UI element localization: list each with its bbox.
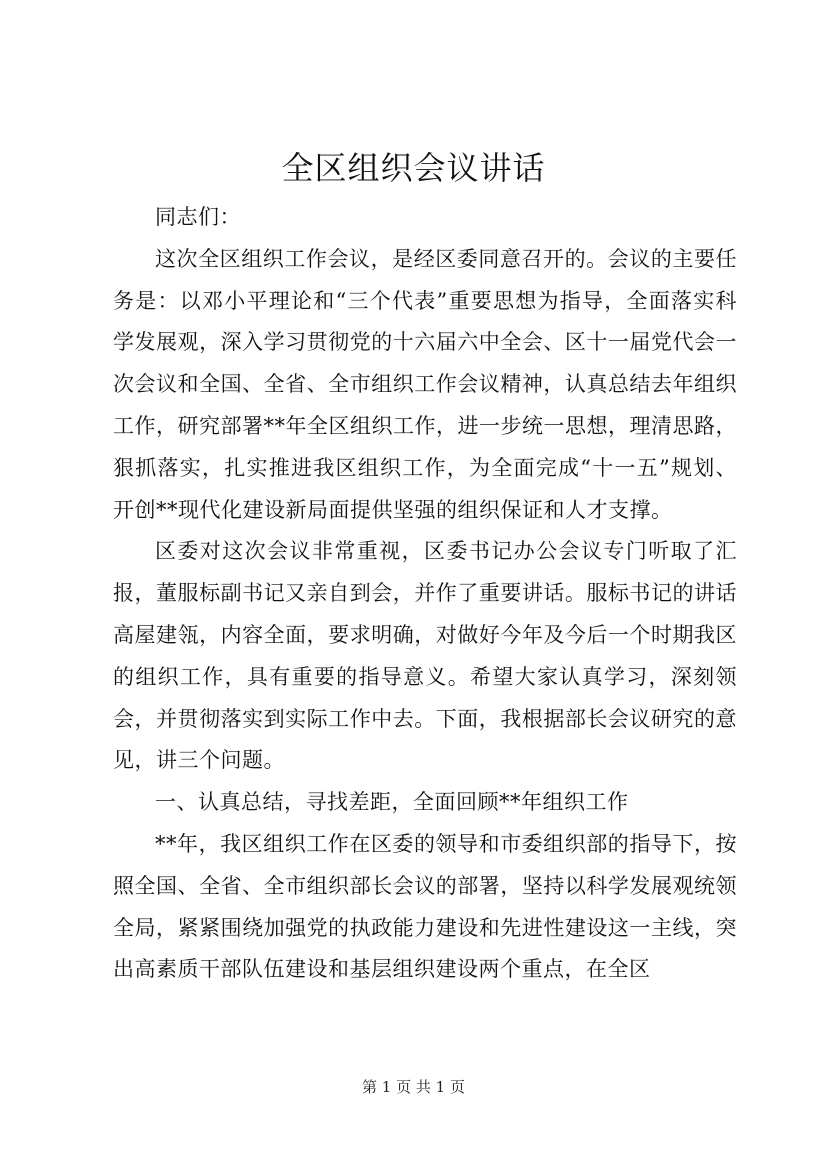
section-heading: 一、认真总结，寻找差距，全面回顾**年组织工作: [155, 790, 629, 815]
document-body: [113, 197, 737, 991]
body-paragraph: 区委对这次会议非常重视，区委书记办公会议专门听取了汇报，董服标副书记又亲自到会，并作了重要讲话。服标书记的讲话高屋建瓴，内容全面，要求明确，对做好今年及今后一个时期我区的组织工作，具有重要的指导意义。希望大家认真学习，深刻领会，并贯彻落实到实际工作中去。下面，我根据部长会议研究的意见，讲三个问题。: [113, 539, 737, 773]
document-title: 全区组织会议讲话: [281, 149, 546, 187]
body-paragraph: **年，我区组织工作在区委的领导和市委组织部的指导下，按照全国、全省、全市组织部长会议的部署，坚持以科学发展观统领全局，紧紧围绕加强党的执政能力建设和先进性建设这一主线，突出高素质干部队伍建设和基层组织建设两个重点，在全区: [113, 831, 737, 982]
page-footer: 第 1 页 共 1 页: [362, 1078, 465, 1096]
body-paragraph: 这次全区组织工作会议，是经区委同意召开的。会议的主要任务是：以邓小平理论和“三个代表”重要思想为指导，全面落实科学发展观，深入学习贯彻党的十六届六中全会、区十一届党代会一次会议和全国、全省、全市组织工作会议精神，认真总结去年组织工作，研究部署**年全区组织工作，进一步统一思想，理清思路，狠抓落实，扎实推进我区组织工作，为全面完成“十一五”规划、开创**现代化建设新局面提供坚强的组织保证和人才支撑。: [113, 246, 737, 522]
salutation-paragraph: 同志们：: [155, 205, 241, 229]
